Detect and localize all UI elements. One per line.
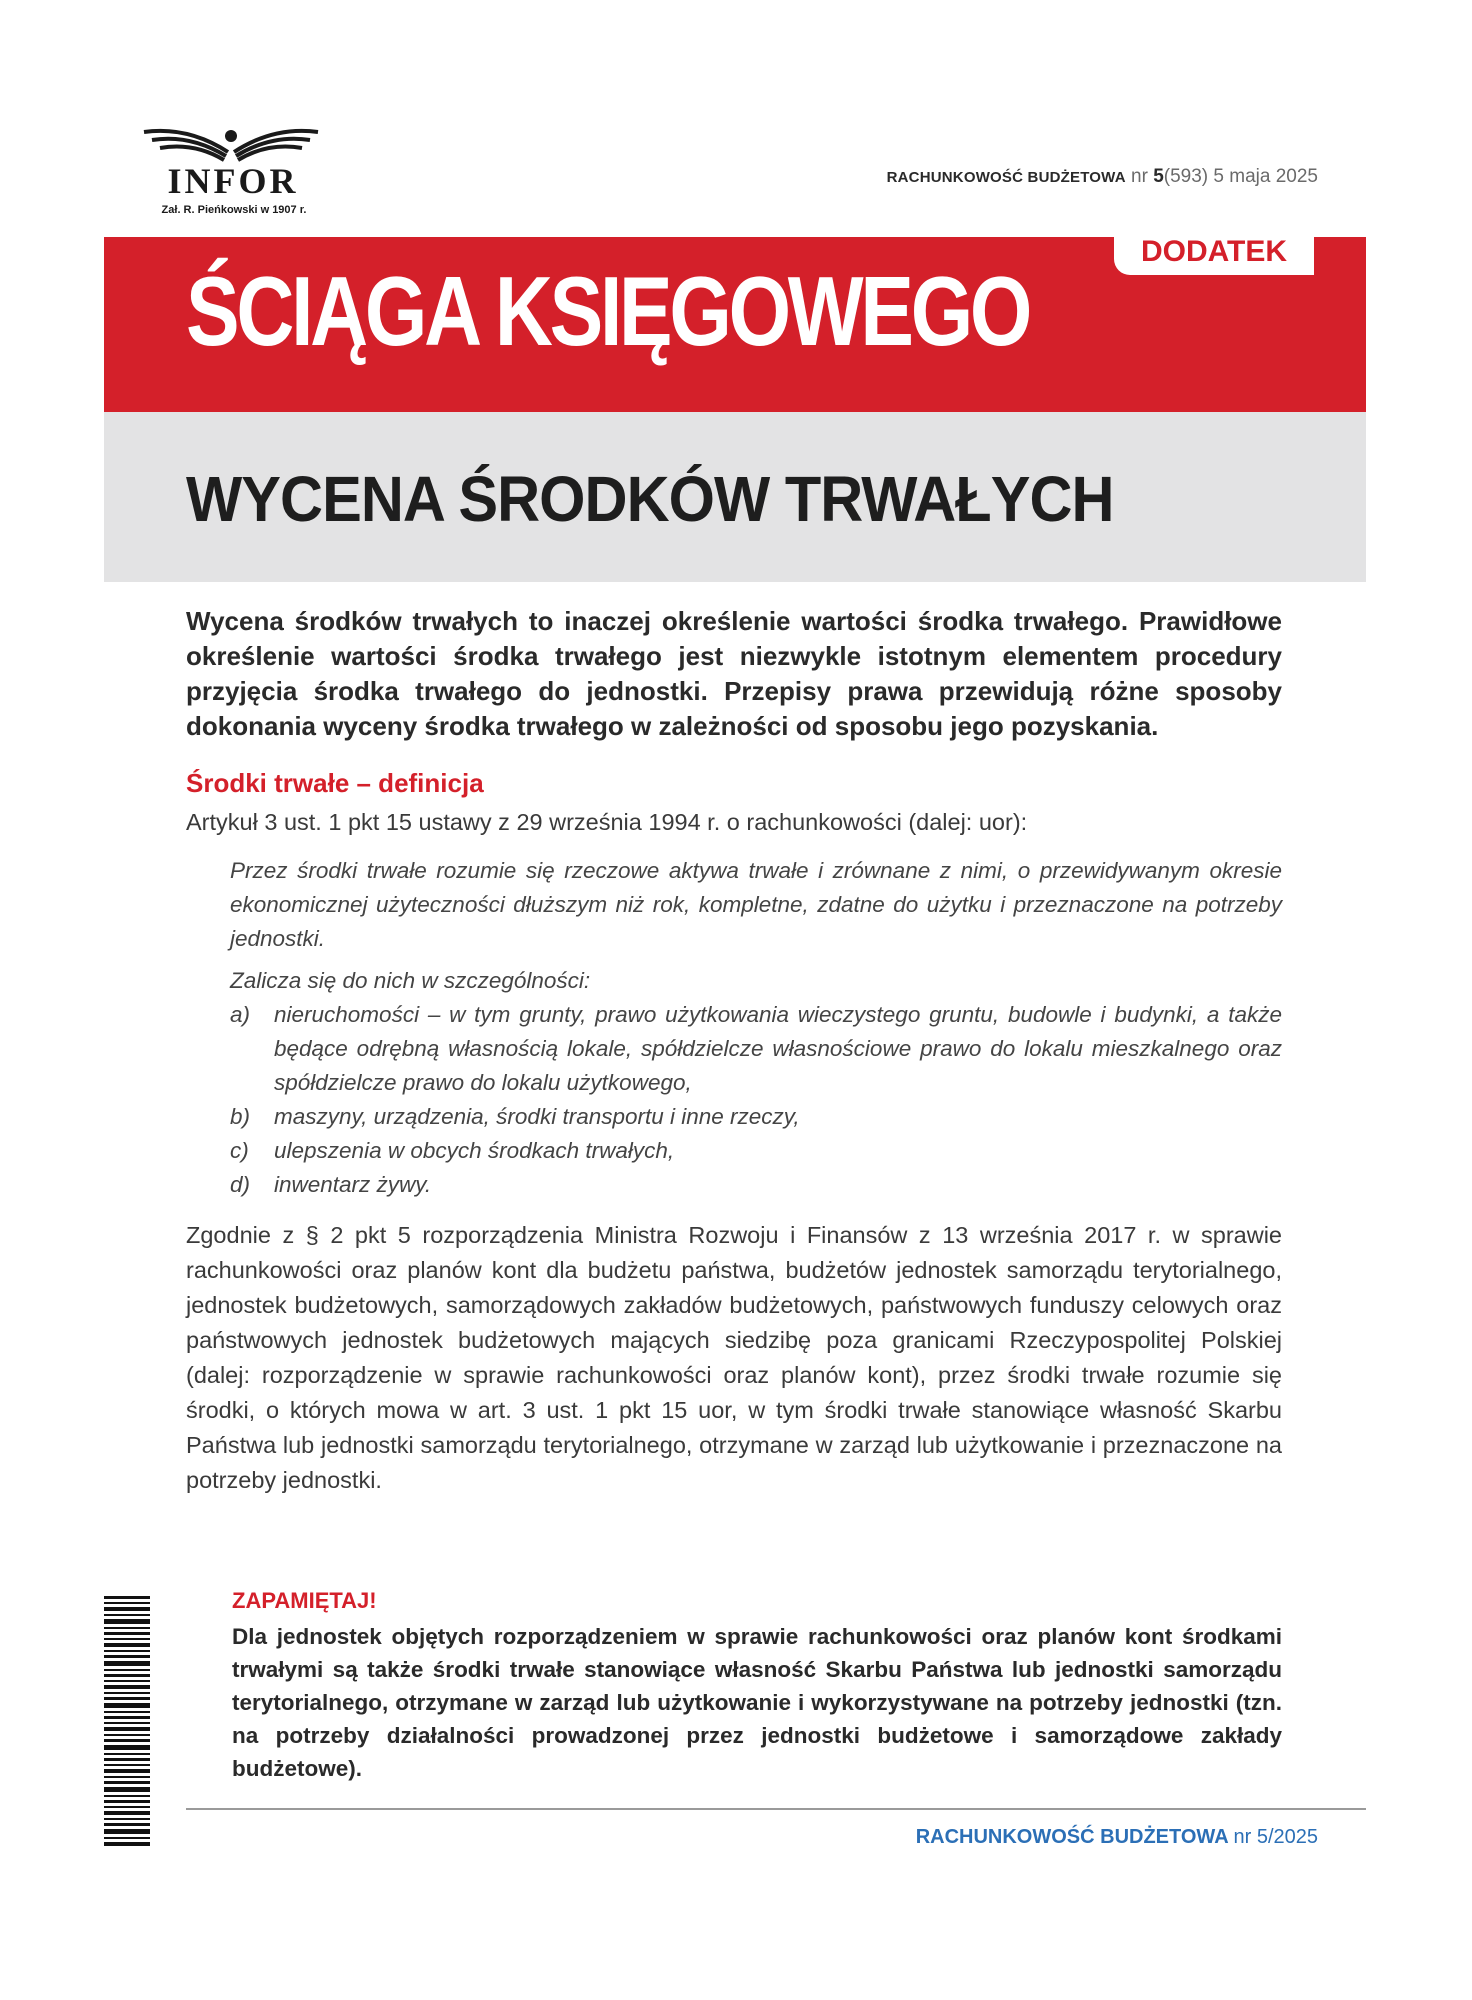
remember-heading: ZAPAMIĘTAJ! <box>232 1588 377 1613</box>
publication-name: RACHUNKOWOŚĆ BUDŻETOWA <box>886 169 1126 186</box>
section-heading: Środki trwałe – definicja <box>186 768 484 798</box>
supplement-tab: DODATEK <box>1114 229 1314 275</box>
page-title: WYCENA ŚRODKÓW TRWAŁYCH <box>186 463 1114 535</box>
list-marker: d) <box>230 1172 251 1197</box>
logo-name: INFOR <box>167 161 299 201</box>
intro-paragraph: Artykuł 3 ust. 1 pkt 15 ustawy z 29 września 1994 r. o rachunkowości (dalej: uor): <box>186 809 1028 835</box>
infor-logo <box>128 122 328 222</box>
list-item-text: ulepszenia w obcych środkach trwałych, <box>274 1138 675 1163</box>
footer-publication: RACHUNKOWOŚĆ BUDŻETOWA <box>915 1826 1228 1848</box>
footer-issue: nr 5/2025 <box>1233 1826 1318 1848</box>
issue-prefix: nr <box>1131 166 1148 187</box>
issue-date: 5 maja 2025 <box>1213 166 1318 187</box>
list-item <box>230 1168 1282 1202</box>
logo-subtitle: Zał. R. Pieńkowski w 1907 r. <box>161 204 307 216</box>
body-paragraph: Zgodnie z § 2 pkt 5 rozporządzenia Ministra Rozwoju i Finansów z 13 września 2017 r. w sprawie rachunkowości oraz planów kont dla budżetu państwa, budżetów jednostek samorządu terytorialnego, jednostek budżetowych, samorządowych zakładów budżetowych, państwowych funduszy celowych oraz państwowych jednostek budżetowych mających siedzibę poza granicami Rzeczypospolitej Polskiej (dalej: rozporządzenie w sprawie rachunkowości oraz planów kont), przez środki trwałe rozumie się środki, o których mowa w art. 3 ust. 1 pkt 15 uor, w tym środki trwałe stanowiące własność Skarbu Państwa lub jednostki samorządu terytorialnego, otrzymane w zarząd lub użytkowanie i przeznaczone na potrzeby jednostki. <box>186 1222 1282 1493</box>
list-item <box>230 1100 1282 1134</box>
lead-paragraph: Wycena środków trwałych to inaczej określenie wartości środka trwałego. Prawidłowe określenie wartości środka trwałego jest niezwykle istotnym elementem procedury przyjęcia środka trwałego do jednostki. Przepisy prawa przewidują różne sposoby dokonania wyceny środka trwałego w zależności od sposobu jego pozyskania. <box>186 606 1282 741</box>
quote-paragraph: Przez środki trwałe rozumie się rzeczowe aktywa trwałe i zrównane z nimi, o przewidywanym okresie ekonomicznej użyteczności dłuższym niż rok, kompletne, zdatne do użytku i przeznaczone na potrzeby jednostki. <box>230 858 1282 951</box>
quote-paragraph: Zalicza się do nich w szczególności: <box>230 968 591 993</box>
barcode <box>104 1596 150 1846</box>
eagle-wings-icon <box>138 122 324 162</box>
article-body <box>186 604 1282 1498</box>
list-item <box>230 1134 1282 1168</box>
barcode-icon <box>104 1596 150 1846</box>
remember-text: Dla jednostek objętych rozporządzeniem w sprawie rachunkowości oraz planów kont środkami trwałymi są także środki trwałe stanowiące własność Skarbu Państwa lub jednostki samorządu terytorialnego, otrzymane w zarząd lub użytkowanie i wykorzystywane na potrzeby jednostki (tzn. na potrzeby działalności prowadzonej przez jednostki budżetowe i samorządowe zakłady budżetowe). <box>232 1624 1282 1781</box>
issue-total: (593) <box>1163 166 1209 187</box>
list-item-text: nieruchomości – w tym grunty, prawo użytkowania wieczystego gruntu, budowle i budynki, a także będące odrębną własnością lokale, spółdzielcze własnościowe prawo do lokalu mieszkalnego oraz spółdzielcze prawo do lokalu użytkowego, <box>274 1002 1282 1095</box>
masthead <box>887 166 1318 188</box>
list-item-text: inwentarz żywy. <box>274 1172 432 1197</box>
list-item <box>230 998 1282 1100</box>
legal-quote <box>230 854 1282 1202</box>
list-marker: a) <box>230 1002 251 1027</box>
remember-box <box>232 1588 1282 1785</box>
list-marker: c) <box>230 1138 249 1163</box>
list-item-text: maszyny, urządzenia, środki transportu i inne rzeczy, <box>274 1104 800 1129</box>
footer-rule <box>186 1808 1366 1810</box>
issue-number: 5 <box>1153 166 1164 187</box>
footer <box>916 1826 1318 1849</box>
main-title: ŚCIĄGA KSIĘGOWEGO <box>186 256 1030 366</box>
list-marker: b) <box>230 1104 251 1129</box>
quote-list <box>230 998 1282 1202</box>
